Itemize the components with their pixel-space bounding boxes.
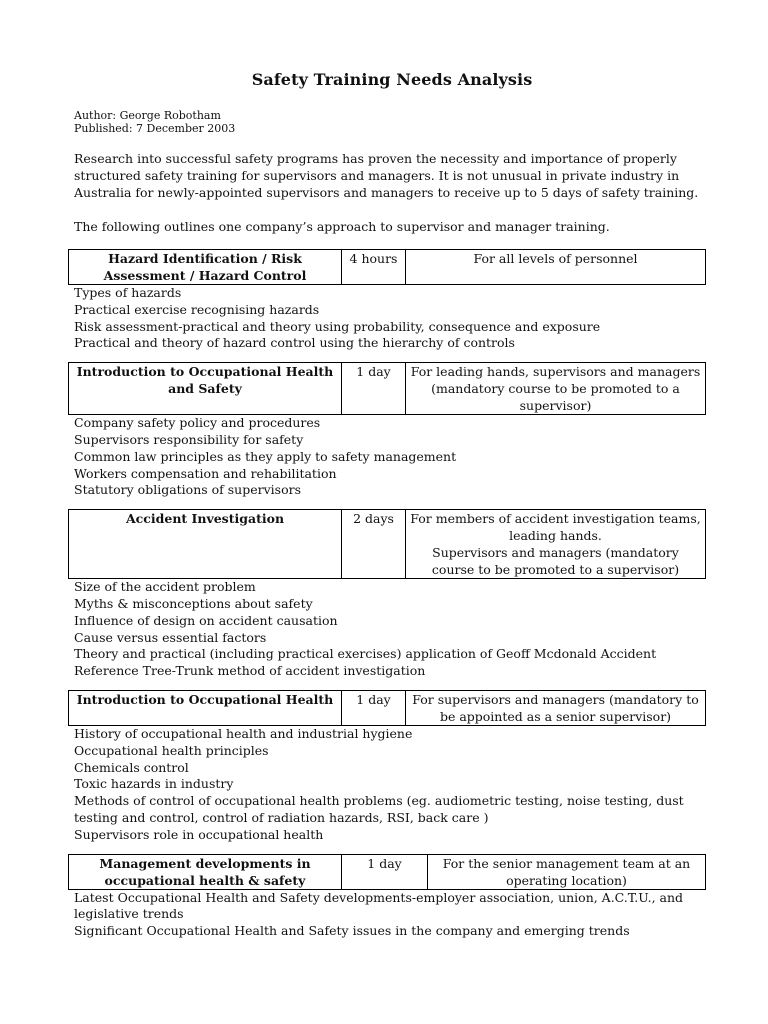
course-topics-management <box>74 890 710 940</box>
course-table-ohs-intro <box>68 362 706 415</box>
list-item: Supervisors role in occupational health <box>74 826 324 842</box>
list-item: Company safety policy and procedures <box>74 415 321 431</box>
course-audience: For leading hands, supervisors and managers (mandatory course to be promoted to a supervisor) <box>406 363 706 415</box>
list-item: Workers compensation and rehabilitation <box>74 465 337 481</box>
list-item: Influence of design on accident causation <box>74 612 338 628</box>
course-name: Introduction to Occupational Health and Safety <box>69 363 342 415</box>
list-item: Myths & misconceptions about safety <box>74 595 313 611</box>
course-audience <box>406 510 706 579</box>
course-audience-line: Supervisors and managers (mandatory course to be promoted to a supervisor) <box>431 545 680 578</box>
author-line: Author: George Robotham <box>74 109 221 122</box>
course-topics-ohs-intro <box>74 415 710 499</box>
document-page <box>74 70 710 950</box>
list-item: Chemicals control <box>74 759 189 775</box>
course-table-accident <box>68 509 706 579</box>
list-item: Latest Occupational Health and Safety developments-employer association, union, A.C.T.U., and legislative trends <box>74 889 684 922</box>
course-audience: For supervisors and managers (mandatory to be appointed as a senior supervisor) <box>406 690 706 725</box>
document-title: Safety Training Needs Analysis <box>251 70 533 89</box>
course-duration: 1 day <box>342 363 406 415</box>
course-audience: For the senior management team at an operating location) <box>428 854 706 889</box>
list-item: Methods of control of occupational health problems (eg. audiometric testing, noise testing, dust testing and control, control of radiation hazards, RSI, back care ) <box>74 793 684 825</box>
list-item: Practical exercise recognising hazards <box>74 301 320 317</box>
list-item: Cause versus essential factors <box>74 629 267 645</box>
list-item: Practical and theory of hazard control using the hierarchy of controls <box>74 335 515 351</box>
course-name: Accident Investigation <box>69 510 342 579</box>
list-item: Risk assessment-practical and theory using probability, consequence and exposure <box>74 318 601 334</box>
list-item: Types of hazards <box>74 285 182 300</box>
outline-paragraph: The following outlines one company’s approach to supervisor and manager training. <box>74 219 610 234</box>
course-audience-line: For members of accident investigation teams, leading hands. <box>410 511 701 544</box>
list-item: Occupational health principles <box>74 742 269 758</box>
published-line: Published: 7 December 2003 <box>74 122 236 135</box>
list-item: Toxic hazards in industry <box>74 776 234 792</box>
course-name: Hazard Identification / Risk Assessment / Hazard Control <box>69 250 342 285</box>
course-name: Introduction to Occupational Health <box>69 690 342 725</box>
list-item: Significant Occupational Health and Safety issues in the company and emerging trends <box>74 923 630 939</box>
course-duration: 1 day <box>342 854 428 889</box>
course-table-management <box>68 854 706 890</box>
intro-paragraph: Research into successful safety programs has proven the necessity and importance of properly structured safety training for supervisors and managers. It is not unusual in private industry in Australia for newly-appointed supervisors and managers to receive up to 5 days of safety training. <box>74 151 699 200</box>
course-duration: 4 hours <box>342 250 406 285</box>
list-item: Theory and practical (including practical exercises) application of Geoff Mcdonald Accident Reference Tree-Trunk method of accident investigation <box>74 646 657 679</box>
list-item: History of occupational health and industrial hygiene <box>74 725 413 741</box>
course-duration: 2 days <box>342 510 406 579</box>
course-table-oh-intro <box>68 690 706 726</box>
course-topics-accident <box>74 579 710 680</box>
course-topics-hazard <box>74 285 710 352</box>
list-item: Size of the accident problem <box>74 579 256 595</box>
list-item: Statutory obligations of supervisors <box>74 482 301 498</box>
course-duration: 1 day <box>342 690 406 725</box>
course-audience: For all levels of personnel <box>406 250 706 285</box>
course-topics-oh-intro <box>74 726 710 844</box>
course-table-hazard <box>68 249 706 285</box>
list-item: Supervisors responsibility for safety <box>74 431 304 447</box>
list-item: Common law principles as they apply to safety management <box>74 448 457 464</box>
course-name: Management developments in occupational health & safety <box>69 854 342 889</box>
